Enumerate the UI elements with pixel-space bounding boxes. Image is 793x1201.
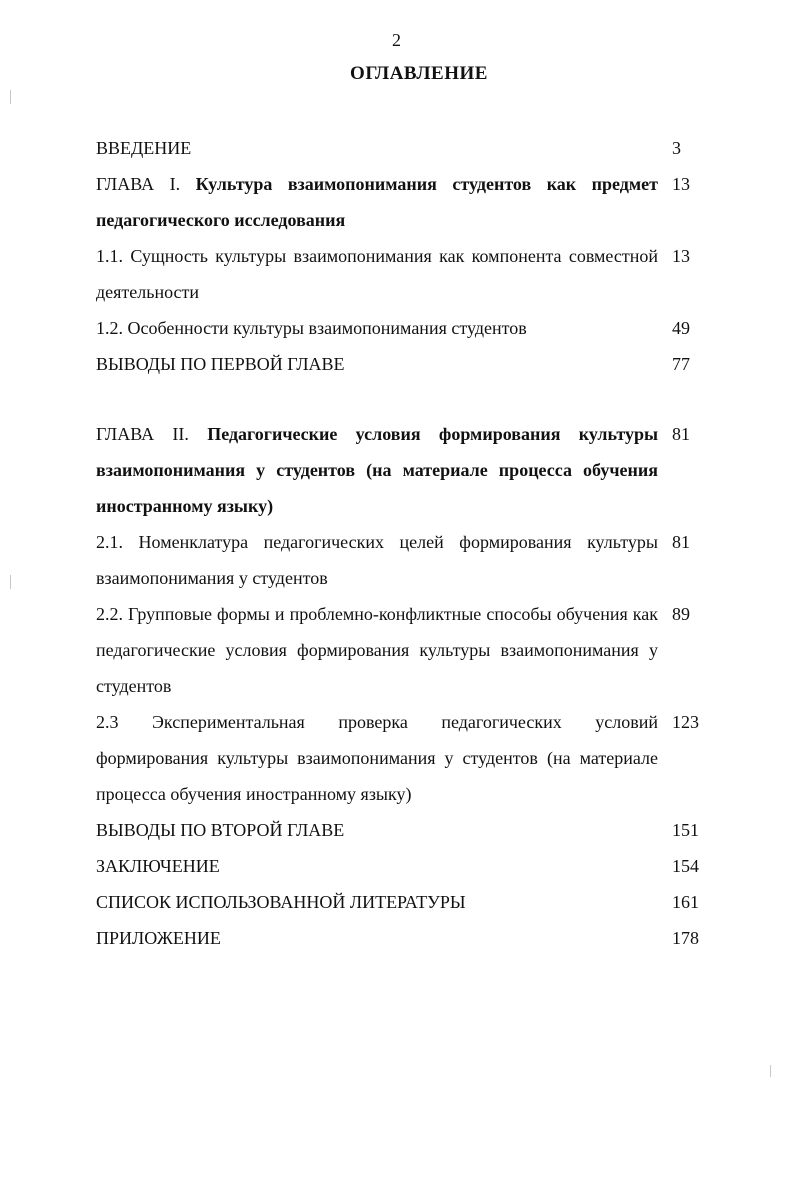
page-title: ОГЛАВЛЕНИЕ [350,63,488,84]
toc-entry-label: 1.1. Сущность культуры взаимопонимания как компонента совместной деятельности [96,246,658,302]
chapter-title: Культура взаимопонимания студентов как предмет педагогического исследования [96,174,659,230]
toc-entry-page: 77 [672,354,690,374]
scan-mark [10,90,11,104]
toc-entry-label [96,416,658,524]
toc-entry-section-2-2[interactable] [96,596,708,704]
toc-entry-page: 151 [672,820,699,840]
toc-entry-label: 2.2. Групповые формы и проблемно-конфликтные способы обучения как педагогические условия формирования культуры взаимопонимания у студентов [96,604,658,696]
toc-entry-introduction[interactable] [96,130,708,166]
toc-entry-appendix[interactable] [96,920,708,956]
toc-entry-label: ВВЕДЕНИЕ [96,138,192,158]
scan-mark [10,575,11,589]
toc-entry-chapter-1[interactable] [96,166,708,238]
scan-mark [770,1065,771,1077]
toc-entry-section-1-1[interactable] [96,238,708,310]
toc-entry-page: 154 [672,856,699,876]
chapter-prefix: ГЛАВА I. [96,174,181,194]
spacer [96,382,708,416]
toc-entry-page: 49 [672,318,690,338]
toc-entry-conclusion[interactable] [96,848,708,884]
toc-entry-label: ЗАКЛЮЧЕНИЕ [96,856,220,876]
toc-entry-page: 81 [672,424,690,444]
chapter-title: Педагогические условия формирования культуры взаимопонимания у студентов (на материале процесса обучения иностранному языку) [96,424,659,516]
toc-entry-label [96,166,658,238]
toc-entry-chapter-2[interactable] [96,416,708,524]
toc-entry-label: 2.1. Номенклатура педагогических целей формирования культуры взаимопонимания у студентов [96,532,658,588]
toc-entry-label: 1.2. Особенности культуры взаимопонимания студентов [96,318,527,338]
toc-entry-page: 3 [672,138,681,158]
toc-entry-page: 81 [672,532,690,552]
toc-entry-section-1-2[interactable] [96,310,708,346]
toc-entry-page: 13 [672,174,690,194]
toc-entry-label: ПРИЛОЖЕНИЕ [96,928,221,948]
toc-entry-page: 13 [672,246,690,266]
toc-entry-label: ВЫВОДЫ ПО ПЕРВОЙ ГЛАВЕ [96,354,345,374]
page-number: 2 [392,30,401,50]
toc-entry-references[interactable] [96,884,708,920]
toc-entry-page: 89 [672,604,690,624]
toc-entry-page: 178 [672,928,699,948]
toc-entry-section-2-1[interactable] [96,524,708,596]
toc-entry-page: 123 [672,712,699,732]
toc-entry-chapter-1-conclusions[interactable] [96,346,708,382]
toc-entry-chapter-2-conclusions[interactable] [96,812,708,848]
toc-entry-label: СПИСОК ИСПОЛЬЗОВАННОЙ ЛИТЕРАТУРЫ [96,892,466,912]
toc-entry-label: ВЫВОДЫ ПО ВТОРОЙ ГЛАВЕ [96,820,345,840]
toc-entry-page: 161 [672,892,699,912]
toc-entry-section-2-3[interactable] [96,704,708,812]
table-of-contents [96,130,708,956]
toc-entry-label: 2.3 Экспериментальная проверка педагогических условий формирования культуры взаимопонимания у студентов (на материале процесса обучения иностранному языку) [96,712,658,804]
chapter-prefix: ГЛАВА II. [96,424,189,444]
